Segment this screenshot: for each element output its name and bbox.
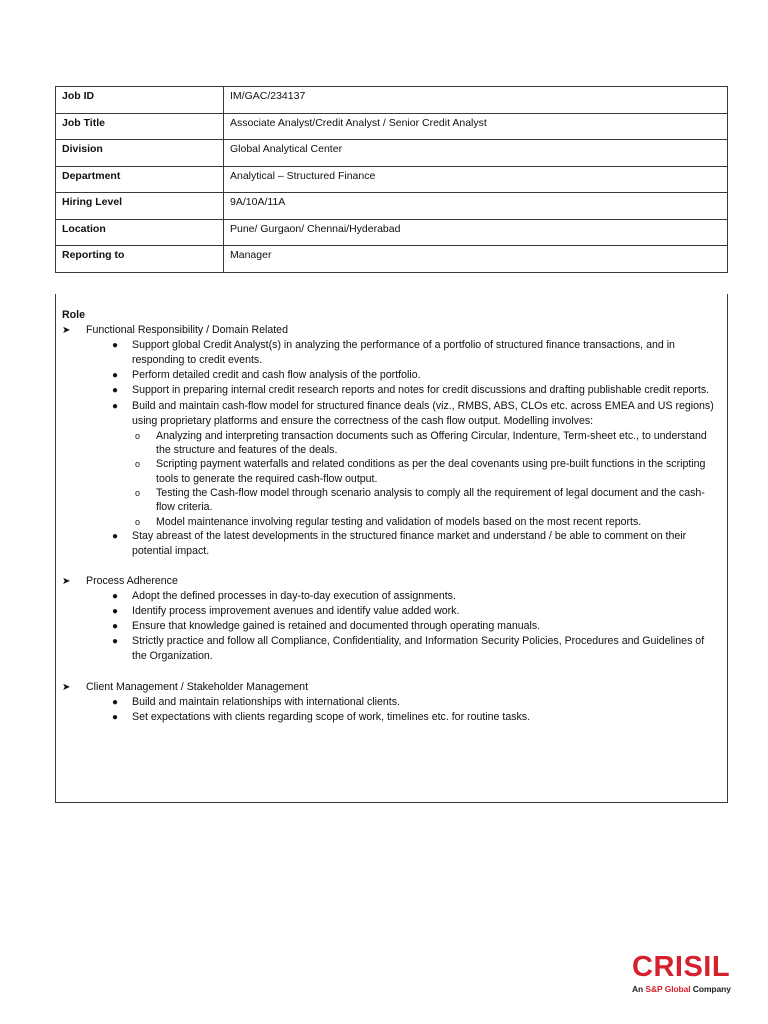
division-value: Global Analytical Center [224,140,728,167]
job-details-table [55,86,728,273]
arrow-bullet-icon: ➤ [62,681,71,693]
bullet-list [62,695,721,725]
logo-brand: CRISIL [632,951,731,983]
list-item [62,604,721,619]
functional-responsibility-section [62,323,721,559]
list-item-text: Stay abreast of the latest developments in the structured finance market and understand / be able to comment on their potential impact. [132,529,687,557]
table-row [56,87,728,114]
hiring-level-value: 9A/10A/11A [224,193,728,220]
list-item-text: Support in preparing internal credit research reports and notes for credit discussions and drafting publishable credit reports. [132,384,710,397]
bullet-dot-icon: ● [112,621,119,633]
list-item [62,710,721,725]
table-row [56,140,728,167]
circle-bullet-icon: o [135,430,141,441]
role-section [55,294,728,803]
logo-tagline [632,984,732,994]
bullet-list [62,338,721,559]
job-id-value: IM/GAC/234137 [224,87,728,114]
reporting-to-label: Reporting to [56,246,224,273]
table-row [56,166,728,193]
list-item-text: Build and maintain relationships with international clients. [132,695,400,708]
hiring-level-label: Hiring Level [56,193,224,220]
bullet-dot-icon: ● [112,591,119,603]
role-heading: Role [62,309,85,321]
list-item-text: Ensure that knowledge gained is retained and documented through operating manuals. [132,620,541,633]
list-item-text: Set expectations with clients regarding scope of work, timelines etc. for routine tasks. [132,710,531,723]
list-item [62,589,721,604]
location-label: Location [56,219,224,246]
bullet-dot-icon: ● [112,636,119,648]
process-adherence-section [62,574,721,665]
circle-bullet-icon: o [135,459,141,470]
list-item-text: Strictly practice and follow all Compliance, Confidentiality, and Information Security Policies, Procedures and Guidelines of the Organization. [132,635,705,663]
bullet-dot-icon: ● [112,696,119,708]
job-title-label: Job Title [56,113,224,140]
tagline-prefix: An [632,984,646,994]
section-title-text: Functional Responsibility / Domain Related [86,324,288,337]
bullet-dot-icon: ● [112,606,119,618]
tagline-highlight: S&P Global [645,984,691,994]
bullet-dot-icon: ● [112,370,119,382]
list-item [62,338,721,368]
sub-list-item [62,457,721,486]
list-item [62,399,721,429]
crisil-logo [632,952,732,994]
list-item [62,695,721,710]
bullet-list [62,589,721,664]
section-title [62,574,721,589]
bullet-dot-icon: ● [112,530,119,542]
circle-bullet-icon: o [135,516,141,527]
bullet-dot-icon: ● [112,400,119,412]
list-item-text: Identify process improvement avenues and identify value added work. [132,605,460,618]
sub-list-item [62,429,721,458]
arrow-bullet-icon: ➤ [62,325,71,337]
section-title [62,323,721,338]
job-id-label: Job ID [56,87,224,114]
department-label: Department [56,166,224,193]
list-item-text: Analyzing and interpreting transaction documents such as Offering Circular, Indenture, Term-sheet etc., to understand the structure and features of the deals. [156,429,707,457]
table-row [56,113,728,140]
section-title-text: Process Adherence [86,575,178,588]
section-title [62,680,721,695]
list-item-text: Testing the Cash-flow model through scenario analysis to comply all the requirement of legal document and the cash-flow criteria. [156,486,705,514]
list-item-text: Scripting payment waterfalls and related conditions as per the deal covenants using pre-built functions in the scripting tools to generate the required cash-flow output. [156,458,706,485]
department-value: Analytical – Structured Finance [224,166,728,193]
division-label: Division [56,140,224,167]
tagline-suffix: Company [690,984,731,994]
job-title-value: Associate Analyst/Credit Analyst / Senior Credit Analyst [224,113,728,140]
bullet-dot-icon: ● [112,385,119,397]
list-item-text: Model maintenance involving regular testing and validation of models based on the most recent reports. [156,515,642,528]
list-item [62,529,721,559]
circle-bullet-icon: o [135,487,141,498]
arrow-bullet-icon: ➤ [62,576,71,588]
list-item [62,634,721,664]
sub-list-item [62,486,721,515]
table-row [56,246,728,273]
list-item [62,619,721,634]
section-title-text: Client Management / Stakeholder Management [86,680,309,693]
table-row [56,193,728,220]
sub-list-item [62,515,721,529]
list-item [62,368,721,383]
table-row [56,219,728,246]
location-value: Pune/ Gurgaon/ Chennai/Hyderabad [224,219,728,246]
bullet-dot-icon: ● [112,340,119,352]
list-item-text: Build and maintain cash-flow model for structured finance deals (viz., RMBS, ABS, CLOs etc. across EMEA and US regions) using proprietary platforms and ensure the correctness of the cash flow output. Modelling involves: [132,399,714,427]
reporting-to-value: Manager [224,246,728,273]
list-item-text: Perform detailed credit and cash flow analysis of the portfolio. [132,369,421,382]
list-item-text: Support global Credit Analyst(s) in analyzing the performance of a portfolio of structured finance transactions, and in responding to credit events. [132,339,675,367]
list-item-text: Adopt the defined processes in day-to-day execution of assignments. [132,590,456,603]
client-management-section [62,680,721,725]
list-item [62,383,721,398]
bullet-dot-icon: ● [112,711,119,723]
